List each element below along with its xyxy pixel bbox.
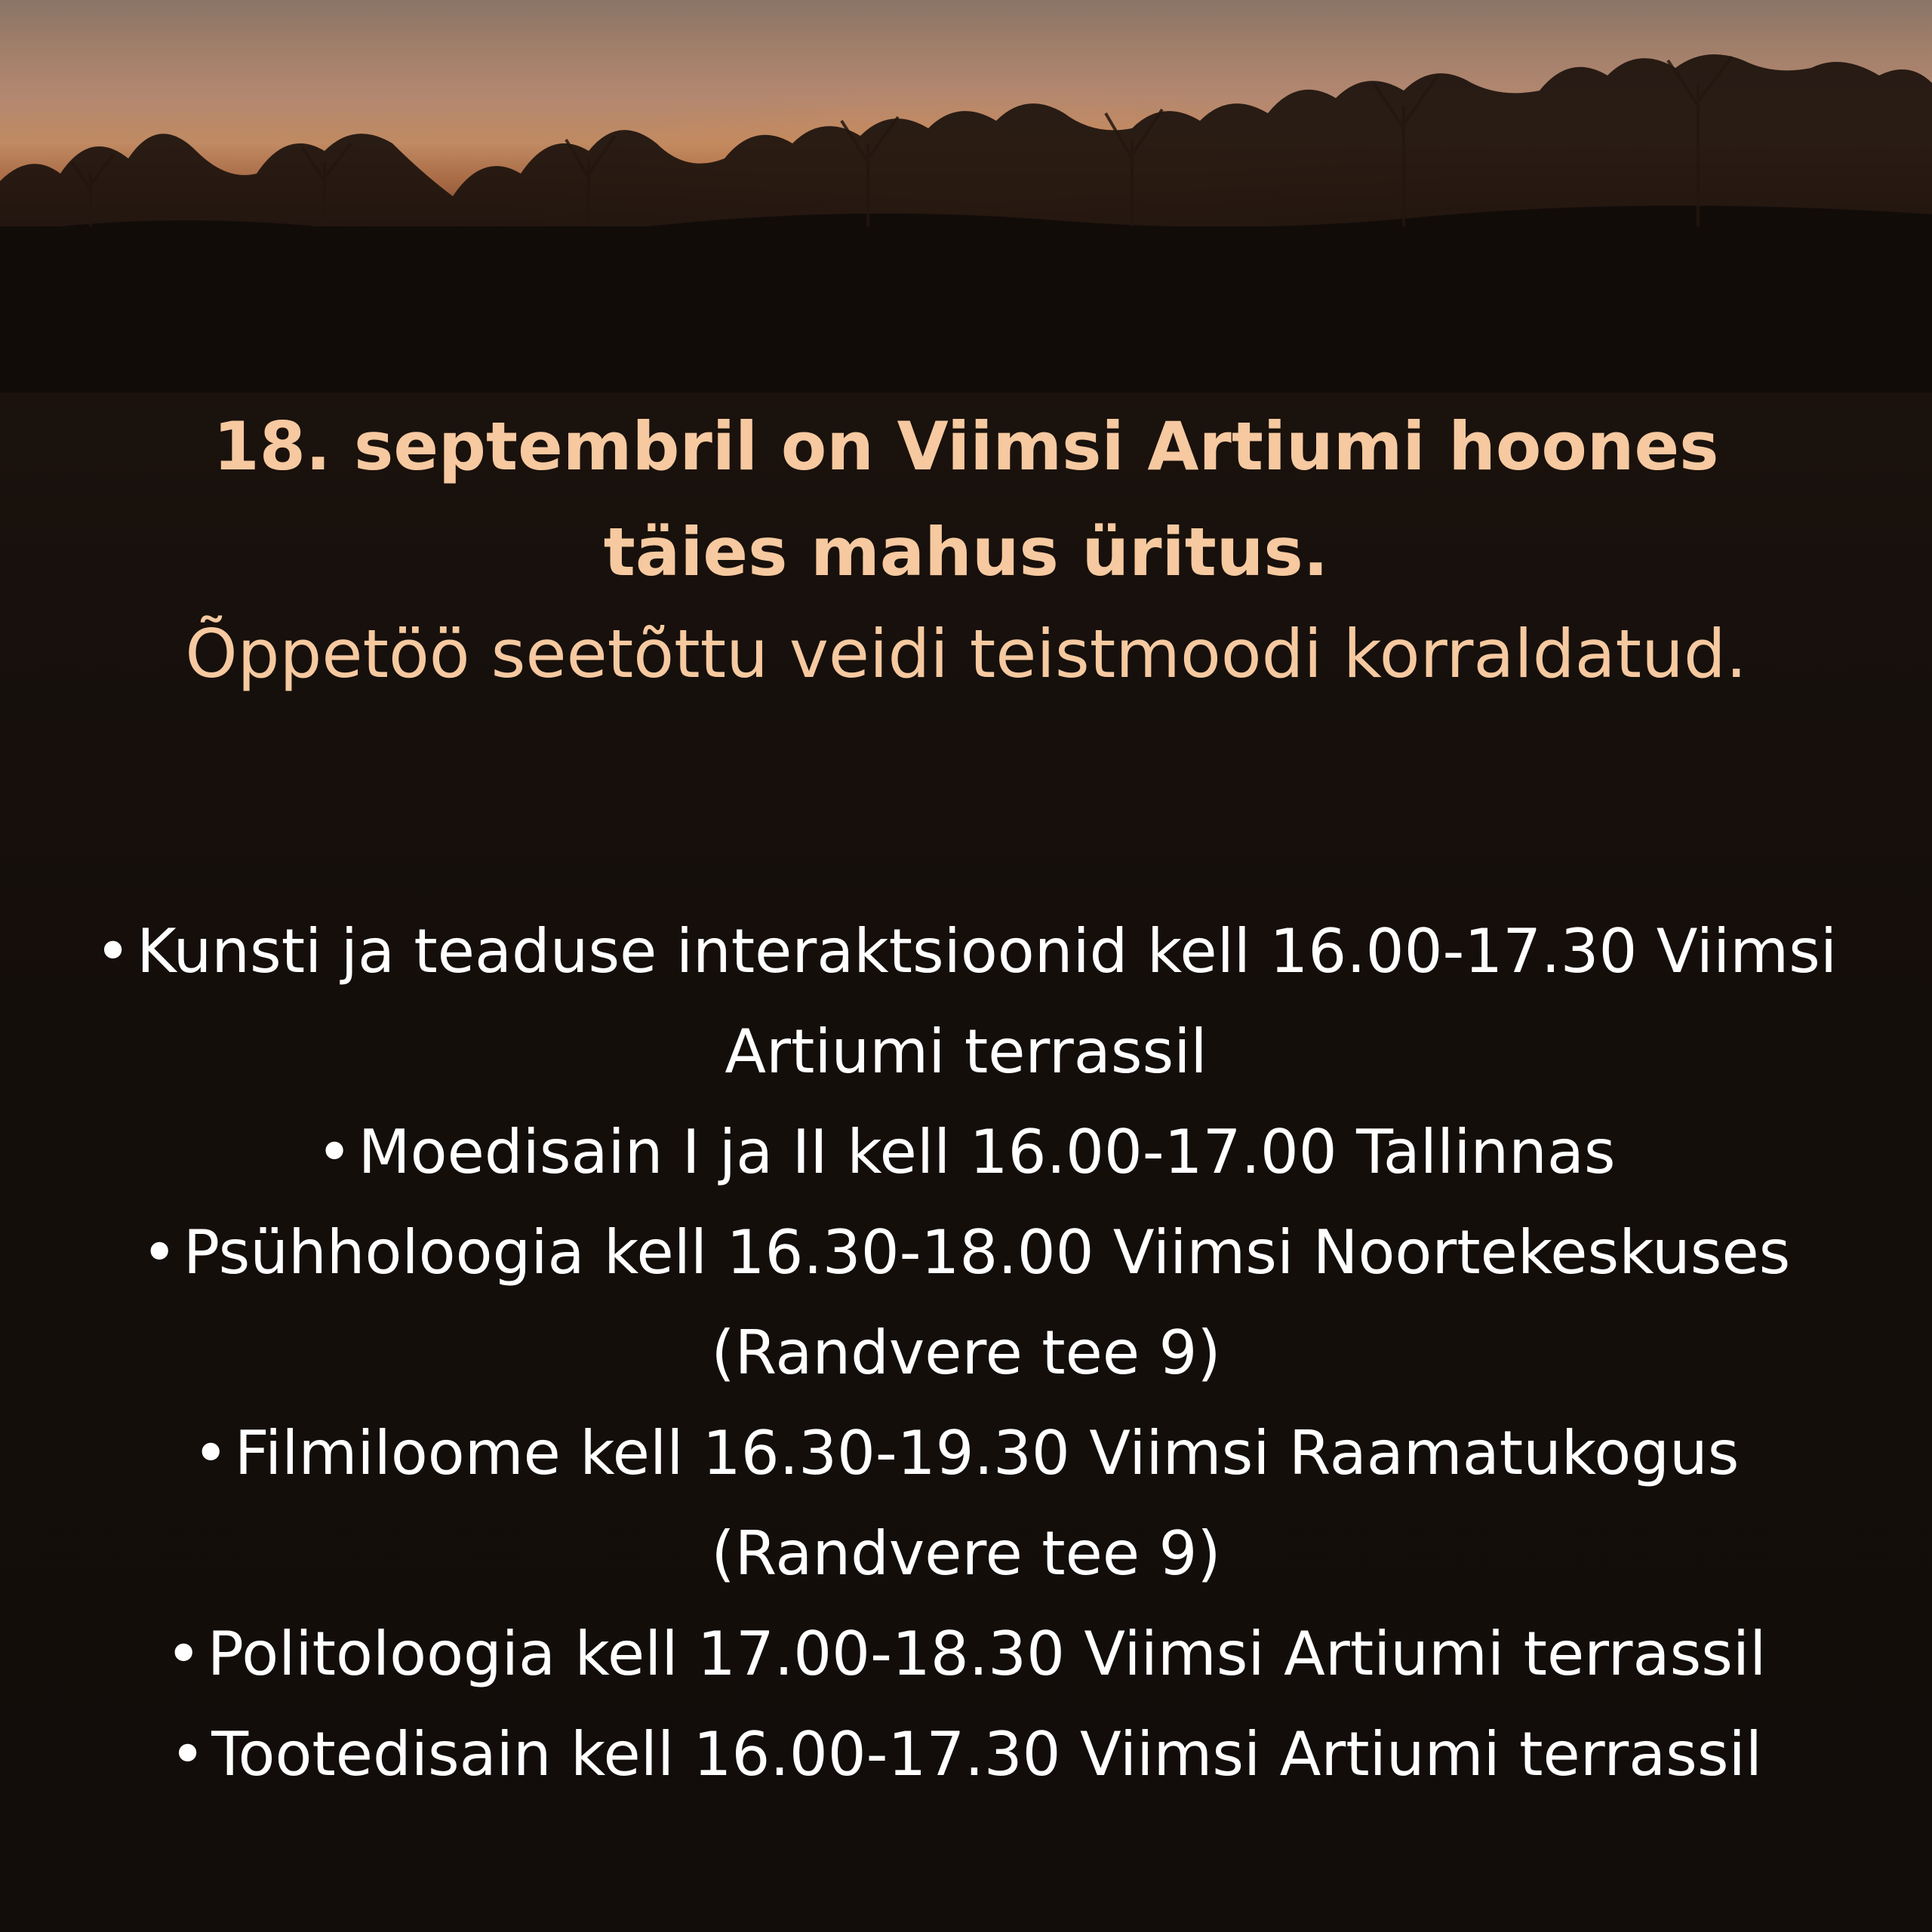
bullet-icon: • (94, 916, 131, 986)
bullet-icon: • (192, 1418, 229, 1488)
schedule-list (45, 901, 1887, 1804)
schedule-item-text: Moedisain I ja II kell 16.00-17.00 Tallinnas (358, 1117, 1616, 1187)
schedule-item-text: Kunsti ja teaduse interaktsioonid kell 16.00-17.30 Viimsi Artiumi terrassil (137, 916, 1838, 1087)
headline-line-2: täies mahus üritus. (603, 513, 1329, 591)
schedule-item-politoloogia (45, 1604, 1887, 1704)
schedule-item-filmiloome (45, 1403, 1887, 1604)
schedule-item-text: Tootedisain kell 16.00-17.30 Viimsi Artiumi terrassil (211, 1719, 1762, 1789)
treeline-silhouette (0, 0, 1932, 392)
schedule-item-kunst (45, 901, 1887, 1102)
schedule-item-text: Politoloogia kell 17.00-18.30 Viimsi Artiumi terrassil (207, 1619, 1767, 1689)
headline-line-1: 18. septembril on Viimsi Artiumi hoones (213, 408, 1719, 485)
schedule-item-psuhholoogia (45, 1202, 1887, 1403)
bullet-icon: • (170, 1719, 206, 1789)
subheadline: Õppetöö seetõttu veidi teistmoodi korraldatud. (185, 615, 1747, 693)
bullet-icon: • (141, 1217, 177, 1287)
bullet-icon: • (316, 1117, 352, 1187)
schedule-item-text: Psühholoogia kell 16.30-18.00 Viimsi Noortekeskuses (Randvere tee 9) (183, 1217, 1791, 1388)
schedule-item-text: Filmiloome kell 16.30-19.30 Viimsi Raamatukogus (Randvere tee 9) (234, 1418, 1740, 1589)
bullet-icon: • (165, 1619, 202, 1689)
headline (75, 394, 1857, 605)
schedule-item-tootedisain (45, 1704, 1887, 1804)
schedule-item-moedisain (45, 1102, 1887, 1202)
